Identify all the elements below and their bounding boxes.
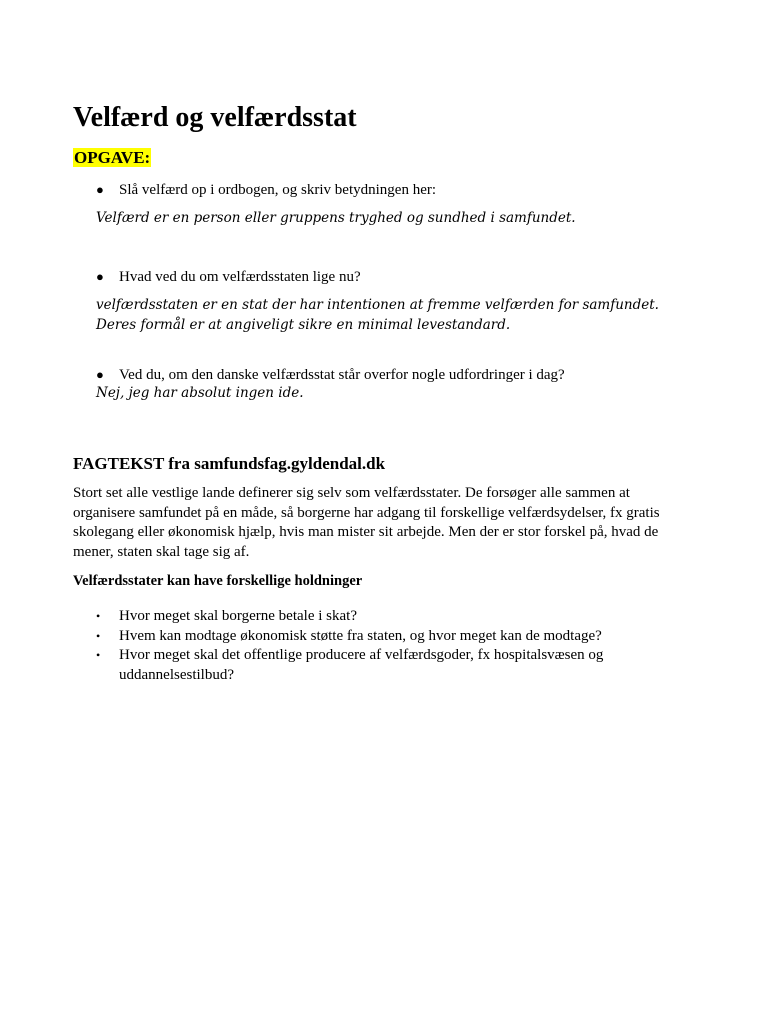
question-item [96,180,436,200]
bullet-icon: ● [96,367,104,382]
bullet-icon: • [96,648,101,662]
question-text: Ved du, om den danske velfærdsstat står overfor nogle udfordringer i dag? [119,367,565,383]
list-item-text: Hvem kan modtage økonomisk støtte fra staten, og hvor meget kan de modtage? [119,627,602,644]
answer-text: velfærdsstaten er en stat der har intentionen at fremme velfærden for samfundet. Deres formål er at angiveligt sikre en minimal levestandard. [96,297,659,333]
bullet-icon: ● [96,182,104,197]
question-text: Hvad ved du om velfærdsstaten lige nu? [119,269,361,285]
list-item-text: Hvor meget skal det offentlige producere af velfærdsgoder, fx hospitalsvæsen og uddannelsestilbud? [119,647,604,683]
answer-text: Velfærd er en person eller gruppens tryghed og sundhed i samfundet. [96,210,576,226]
bullet-icon: ● [96,269,104,284]
body-paragraph: Stort set alle vestlige lande definerer sig selv som velfærdsstater. De forsøger alle sammen at organisere samfundet på en måde, så borgerne har adgang til forskellige velfærdsydelser, fx gratis skolegang eller økonomisk hjælp, hvis man mister sit arbejde. Men der er stor forskel på, hvad de mener, staten skal tage sig af. [73,485,660,560]
bullet-icon: • [96,628,101,643]
question-text: Slå velfærd op i ordbogen, og skriv betydningen her: [119,182,437,198]
question-item [96,365,565,385]
page-title: Velfærd og velfærdsstat [73,102,357,133]
list-item [73,646,633,685]
sub-heading: Velfærdsstater kan have forskellige holdninger [73,573,363,589]
holdninger-list [73,607,633,685]
list-item [73,627,633,647]
task-heading [73,147,151,169]
list-item-text: Hvor meget skal borgerne betale i skat? [119,608,357,624]
answer-text: Nej, jeg har absolut ingen ide. [96,385,304,401]
section-heading: FAGTEKST fra samfundsfag.gyldendal.dk [73,454,386,473]
bullet-icon: • [96,609,101,623]
task-heading-highlight: OPGAVE: [74,148,151,167]
question-item [96,267,361,287]
list-item [73,607,633,627]
